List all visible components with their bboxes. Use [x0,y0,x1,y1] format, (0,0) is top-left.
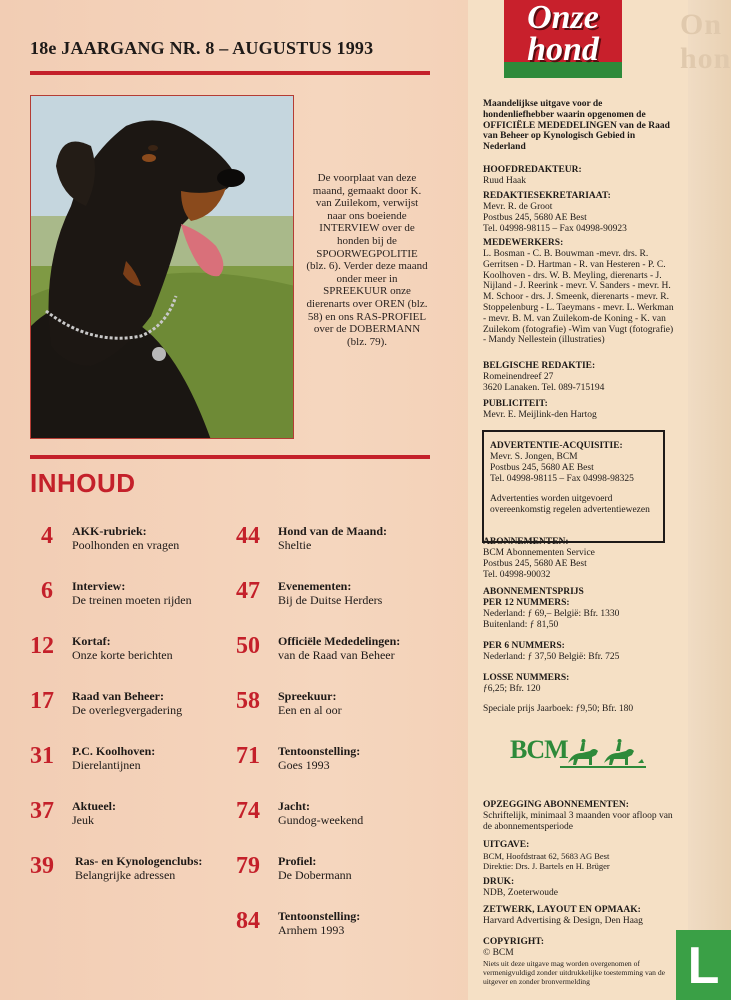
losse-label: LOSSE NUMMERS: [483,673,570,683]
advertentie-note: Advertenties worden uitgevoerd overeenkomstig regelen advertentiewezen [490,494,650,515]
sekretariaat-label: REDAKTIESEKRETARIAAT: [483,191,611,201]
masthead-intro: Maandelijkse uitgave voor de hondenliefhebber waarin opgenomen de OFFICIËLE MEDEDELINGEN van de Raad van Beheer op Kynologisch Gebied in Nederland [483,99,670,153]
toc-page-number: 4 [41,523,53,549]
per12-line: Buitenland: ƒ 81,50 [483,620,559,630]
hoofdredakteur-name: Ruud Haak [483,176,527,186]
bcm-logo [510,733,640,775]
toc-entry-subtitle: Dierelantijnen [72,758,141,772]
toc-page-number: 50 [236,633,260,659]
sekretariaat-line: Postbus 245, 5680 AE Best [483,213,587,223]
toc-page-number: 6 [41,578,53,604]
toc-page-number: 17 [30,688,54,714]
toc-page-number: 12 [30,633,54,659]
copyright-label: COPYRIGHT: [483,937,545,947]
logo-line-2: hond [527,31,599,68]
medewerkers-label: MEDEWERKERS: [483,238,564,248]
toc-entry-title: Aktueel: [72,799,116,813]
toc-entry-subtitle: Sheltie [278,538,312,552]
toc-entry-title: P.C. Koolhoven: [72,744,156,758]
per6-line: Nederland: ƒ 37,50 België: Bfr. 725 [483,652,620,662]
medewerkers-list: L. Bosman - C. B. Bouwman -mevr. drs. R. Gerritsen - D. Hartman - R. van Hesteren - P. C. Koolhoven - drs. W. B. Meyling, dierenarts - J. Nijland - J. Reerink - mevr. V. Sanders - mevr. H. M. Schoor - drs. J. Smeenk, dierenarts - mevr. R. Stoppelenburg - L. Taeymans - mevr. L. Werkman - mevr. B. M. van Zuilekom-de Koning - K. van Zuilekom (fotografie) -Wim van Vugt (fotografie) - Mandy Nellestein (illustraties) [483,249,674,346]
onze-hond-logo [504,0,622,82]
toc-entry-subtitle: De Dobermann [278,868,352,882]
toc-entry-subtitle: De overlegvergadering [72,703,183,717]
toc-entry-subtitle: Arnhem 1993 [278,923,345,937]
toc-page-number: 74 [236,798,260,824]
toc-entry-title: Officiële Mededelingen: [278,634,401,648]
header-rule [30,71,430,75]
logo-line-1: Onze [527,0,599,36]
druk-text: NDB, Zoeterwoude [483,888,558,898]
toc-page-number: 39 [30,853,54,879]
copyright-holder: © BCM [483,948,514,958]
hoofdredakteur-label: HOOFDREDAKTEUR: [483,165,582,175]
toc-entry-subtitle: Belangrijke adressen [75,868,176,882]
toc-heading: INHOUD [30,468,136,498]
abonnementen-label: ABONNEMENTEN: [483,537,569,547]
toc-entry-title: Jacht: [278,799,310,813]
horse-riders-icon [558,733,648,773]
belgische-label: BELGISCHE REDAKTIE: [483,361,596,371]
losse-line: ƒ6,25; Bfr. 120 [483,684,541,694]
toc-entry-title: Tentoonstelling: [278,909,361,923]
advertentie-label: ADVERTENTIE-ACQUISITIE: [490,441,623,451]
toc-page-number: 84 [236,908,260,934]
uitgave-line: BCM, Hoofdstraat 62, 5683 AG Best [483,851,610,861]
abonnementen-line: Tel. 04998-90032 [483,570,551,580]
zetwerk-label: ZETWERK, LAYOUT EN OPMAAK: [483,905,641,915]
speciale-prijs: Speciale prijs Jaarboek: ƒ9,50; Bfr. 180 [483,704,634,714]
toc-entry-subtitle: De treinen moeten rijden [72,593,192,607]
toc-page-number: 31 [30,743,54,769]
sekretariaat-line: Mevr. R. de Groot [483,202,553,212]
toc-page-number: 58 [236,688,260,714]
corner-badge [676,930,731,1000]
toc-entry-title: AKK-rubriek: [72,524,147,538]
uitgave-label: UITGAVE: [483,840,530,850]
toc-rule [30,455,430,459]
per6-label: PER 6 NUMMERS: [483,641,565,651]
toc-entry-subtitle: Bij de Duitse Herders [278,593,383,607]
abonnementen-line: BCM Abonnementen Service [483,548,595,558]
toc-entry-title: Profiel: [278,854,317,868]
toc-page-number: 44 [236,523,260,549]
belgische-line: 3620 Lanaken. Tel. 089-715194 [483,383,605,393]
abonnementen-line: Postbus 245, 5680 AE Best [483,559,587,569]
toc-entry-title: Hond van de Maand: [278,524,388,538]
logo-text [508,2,618,66]
opzegging-label: OPZEGGING ABONNEMENTEN: [483,800,629,810]
next-page-edge [688,0,731,1000]
zetwerk-text: Harvard Advertising & Design, Den Haag [483,916,643,926]
advertentie-line: Postbus 245, 5680 AE Best [490,463,594,473]
cover-photo-dobermann [30,95,294,439]
toc-page-number: 79 [236,853,260,879]
toc-entry-subtitle: Een en al oor [278,703,342,717]
bcm-logo-text: BCM [510,735,568,764]
sekretariaat-line: Tel. 04998-98115 – Fax 04998-90923 [483,224,627,234]
toc-entry-title: Spreekuur: [278,689,337,703]
toc-entry-subtitle: Gundog-weekend [278,813,364,827]
toc-entry-subtitle: Onze korte berichten [72,648,173,662]
per12-line: Nederland: ƒ 69,– België: Bfr. 1330 [483,609,620,619]
opzegging-text: Schriftelijk, minimaal 3 maanden voor afloop van de abonnementsperiode [483,811,673,832]
toc-entry-subtitle: Poolhonden en vragen [72,538,180,552]
cover-caption: De voorplaat van deze maand, gemaakt door K. van Zuilekom, verwijst naar ons boeiende INTERVIEW over de honden bij de SPOORWEGPOLITIE (blz. 6). Verder deze maand onder meer in SPREEKUUR onze dierenarts over OREN (blz. 58) en ons RAS-PROFIEL over de DOBERMANN (blz. 79). [306,172,428,348]
toc-entry-subtitle: Jeuk [72,813,94,827]
advertentie-line: Tel. 04998-98115 – Fax 04998-98325 [490,474,634,484]
toc-page-number: 47 [236,578,260,604]
advertentie-line: Mevr. S. Jongen, BCM [490,452,578,462]
edge-ghost-logo: On hon [680,8,731,75]
toc-entry-subtitle: van de Raad van Beheer [278,648,395,662]
toc-entry-title: Raad van Beheer: [72,689,164,703]
uitgave-line: Direktie: Drs. J. Bartels en H. Brüger [483,861,610,871]
issue-header: 18e JAARGANG NR. 8 – AUGUSTUS 1993 [30,38,374,58]
toc-entry-title: Evenementen: [278,579,352,593]
toc-page-number: 71 [236,743,260,769]
per12-label: PER 12 NUMMERS: [483,598,570,608]
toc-entry-title: Ras- en Kynologenclubs: [75,854,203,868]
belgische-line: Romeinendreef 27 [483,372,554,382]
toc-entry-title: Kortaf: [72,634,111,648]
druk-label: DRUK: [483,877,515,887]
badge-letter: L [687,937,720,995]
publiciteit-name: Mevr. E. Meijlink-den Hartog [483,410,597,420]
toc-page-number: 37 [30,798,54,824]
abonnementsprijs-label: ABONNEMENTSPRIJS [483,587,584,597]
toc-entry-title: Interview: [72,579,126,593]
toc-entry-title: Tentoonstelling: [278,744,361,758]
publiciteit-label: PUBLICITEIT: [483,399,548,409]
dobermann-illustration [31,96,294,439]
toc-entry-subtitle: Goes 1993 [278,758,330,772]
copyright-text: Niets uit deze uitgave mag worden overgenomen of vermenigvuldigd zonder uitdrukkelijke toestemming van de uitgever en zonder bronvermelding [483,959,665,986]
